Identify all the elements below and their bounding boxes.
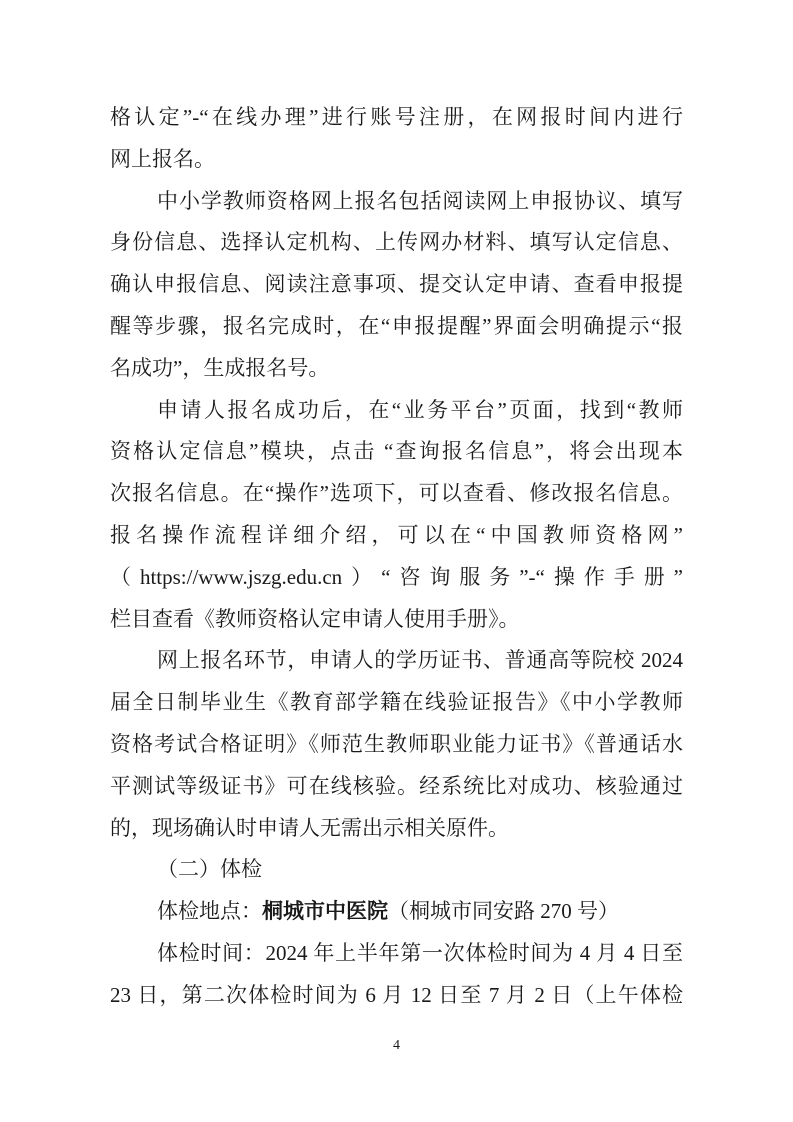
exam-location-label: 体检地点：	[157, 899, 262, 924]
text-line: 网上报名环节，申请人的学历证书、普通高等院校 2024	[157, 648, 683, 673]
text-line: 申请人报名成功后，在“业务平台”页面，找到“教师	[157, 397, 683, 422]
text-line: 届全日制毕业生《教育部学籍在线验证报告》《中小学教师	[110, 690, 683, 715]
text-line: 确认申报信息、阅读注意事项、提交认定申请、查看申报提	[110, 272, 683, 297]
text-line-exam-location	[110, 891, 683, 933]
page-number: 4	[393, 1038, 400, 1053]
text-line: 资格认定信息”模块，点击 “查询报名信息”，将会出现本	[110, 439, 683, 464]
exam-location-name: 桐城市中医院	[262, 899, 388, 924]
exam-location-address: （桐城市同安路 270 号）	[388, 899, 619, 924]
text-line: 名成功”，生成报名号。	[110, 355, 330, 380]
text-line: 的，现场确认时申请人无需出示相关原件。	[110, 815, 509, 840]
text-line: 栏目查看《教师资格认定申请人使用手册》。	[110, 606, 520, 631]
text-line: 体检时间：2024 年上半年第一次体检时间为 4 月 4 日至	[157, 940, 683, 965]
text-line: 网上报名。	[110, 146, 215, 171]
text-line: 格认定”-“在线办理”进行账号注册，在网报时间内进行	[110, 105, 683, 129]
text-line: 次报名信息。在“操作”选项下，可以查看、修改报名信息。	[110, 481, 683, 506]
text-line: 平测试等级证书》可在线核验。经系统比对成功、核验通过	[110, 773, 683, 798]
text-line: 身份信息、选择认定机构、上传网办材料、填写认定信息、	[110, 230, 683, 255]
section-heading: （二）体检	[157, 857, 262, 882]
text-line-url: （https://www.jszg.edu.cn）“咨询服务”-“操作手册”	[110, 564, 683, 589]
text-line: 23 日，第二次体检时间为 6 月 12 日至 7 月 2 日（上午体检	[110, 982, 683, 1007]
document-text-block	[110, 97, 683, 1017]
text-line: 醒等步骤，报名完成时，在“申报提醒”界面会明确提示“报	[110, 313, 683, 338]
text-line: 资格考试合格证明》《师范生教师职业能力证书》《普通话水	[110, 731, 683, 756]
text-line: 中小学教师资格网上报名包括阅读网上申报协议、填写	[157, 188, 683, 213]
text-line: 报名操作流程详细介绍，可以在“中国教师资格网”	[110, 522, 683, 547]
